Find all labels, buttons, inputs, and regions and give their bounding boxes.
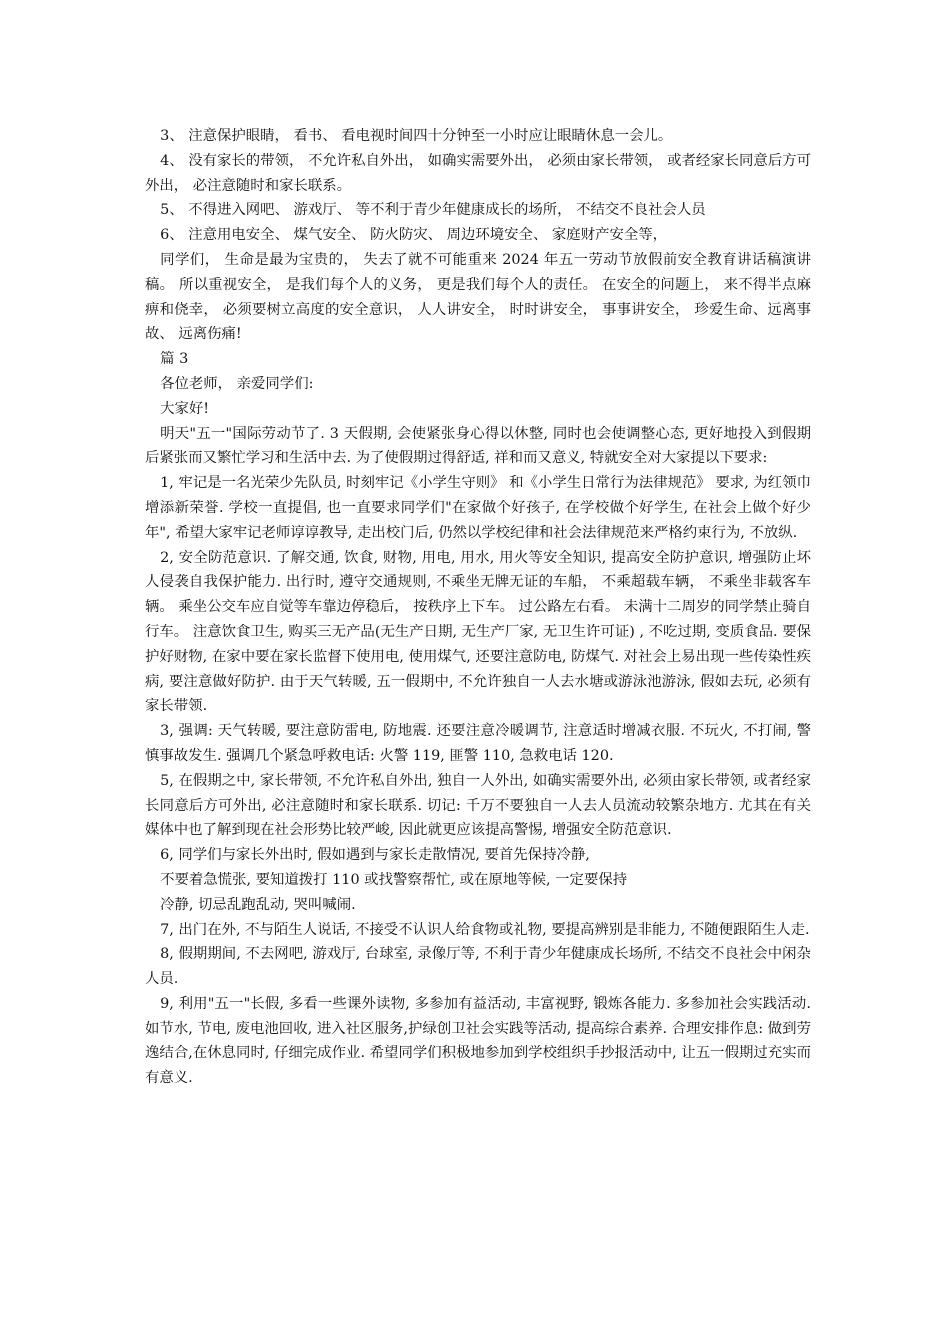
- paragraph-item-4: 4、 没有家长的带领， 不允许私自外出， 如确实需要外出， 必须由家长带领， 或者经家长同意后方可外出， 必注意随时和家长联系。: [145, 152, 811, 194]
- requirement-6: 6, 同学们与家长外出时, 假如遇到与家长走散情况, 要首先保持冷静,: [160, 847, 590, 864]
- section-heading: 篇 3: [160, 351, 189, 368]
- requirement-8: 8, 假期期间, 不去网吧, 游戏厅, 台球室, 录像厅等, 不利于青少年健康成长场所, 不结交不良社会中闲杂人员.: [145, 946, 811, 988]
- greeting: 大家好!: [160, 400, 210, 417]
- requirement-6-continued-2: 冷静, 切忌乱跑乱动, 哭叫喊闹.: [160, 896, 356, 913]
- paragraph-intro: 明天"五一"国际劳动节了. 3 天假期, 会使紧张身心得以休整, 同时也会使调整心态, 更好地投入到假期后紧张而又繁忙学习和生活中去. 为了使假期过得舒适, 祥和而又意义, 特就安全对大家提以下要求:: [145, 425, 811, 467]
- requirement-3: 3, 强调: 天气转暖, 要注意防雷电, 防地震. 还要注意冷暖调节, 注意适时增减衣服. 不玩火, 不打闹, 警慎事故发生. 强调几个紧急呼救电话: 火警 119, 匪警 110, 急救电话 120.: [145, 723, 811, 764]
- document-page: [145, 124, 811, 1091]
- requirement-9: 9, 利用"五一"长假, 多看一些课外读物, 多参加有益活动, 丰富视野, 锻炼各能力. 多参加社会实践活动. 如节水, 节电, 废电池回收, 进入社区服务,护绿创卫社会实践等活动, 提高综合素养. 合理安排作息: 做到劳逸结合,在休息同时, 仔细完成作业. 希望同学们积极地参加到学校组织手抄报活动中, 让五一假期过充实而有意义.: [145, 995, 811, 1087]
- paragraph-item-3: 3、 注意保护眼睛， 看书、 看电视时间四十分钟至一小时应让眼睛休息一会儿。: [160, 128, 673, 144]
- paragraph-closing-remarks: 同学们， 生命是最为宝贵的， 失去了就不可能重来 2024 年五一劳动节放假前安全教育讲话稿演讲稿。 所以重视安全， 是我们每个人的义务， 更是我们每个人的责任。 在安全的问题上， 来不得半点麻痹和侥幸， 必须要树立高度的安全意识， 人人讲安全， 时时讲安全， 事事讲安全， 珍爱生命、远离事故、 远离伤痛!: [145, 251, 811, 343]
- requirement-5: 5, 在假期之中, 家长带领, 不允许私自外出, 独自一人外出, 如确实需要外出, 必须由家长带领, 或者经家长同意后方可外出, 必注意随时和家长联系. 切记: 千万不要独自一人去人员流动较繁杂地方. 尤其在有关媒体中也了解到现在社会形势比较严峻, 因此就更应该提高警惕, 增强安全防范意识.: [145, 772, 811, 839]
- requirement-6-continued: 不要着急慌张, 要知道拨打 110 或找警察帮忙, 或在原地等候, 一定要保持: [160, 871, 628, 888]
- paragraph-item-5: 5、 不得进入网吧、 游戏厅、 等不利于青少年健康成长的场所， 不结交不良社会人员: [160, 202, 706, 219]
- salutation: 各位老师， 亲爱同学们:: [160, 375, 314, 392]
- requirement-7: 7, 出门在外, 不与陌生人说话, 不接受不认识人给食物或礼物, 要提高辨别是非能力, 不随便跟陌生人走.: [160, 921, 810, 938]
- requirement-2: 2, 安全防范意识. 了解交通, 饮食, 财物, 用电, 用水, 用火等安全知识, 提高安全防护意识, 增强防止坏人侵袭自我保护能力. 出行时, 遵守交通规则, 不乘坐无牌无证的车船， 不乘超载车辆， 不乘坐非载客车辆。 乘坐公交车应自觉等车靠边停稳后， 按秩序上下车。 过公路左右看。 未满十二周岁的同学禁止骑自行车。 注意饮食卫生, 购买三无产品(无生产日期, 无生产厂家, 无卫生许可证) , 不吃过期, 变质食品. 要保护好财物, 在家中要在家长监督下使用电, 使用煤气, 还要注意防电, 防煤气. 对社会上易出现一些传染性疾病, 要注意做好防护. 由于天气转暖, 五一假期中, 不允许独自一人去水塘或游泳池游泳, 假如去玩, 必须有家长带领.: [145, 549, 811, 715]
- paragraph-item-6: 6、 注意用电安全、 煤气安全、 防火防灾、 周边环境安全、 家庭财产安全等，: [160, 227, 668, 244]
- requirement-1: 1, 牢记是一名光荣少先队员, 时刻牢记《小学生守则》 和《小学生日常行为法律规范》 要求, 为红领巾增添新荣誉. 学校一直提倡, 也一直要求同学们"在家做个好孩子, 在学校做个好学生, 在社会上做个好少年", 希望大家牢记老师谆谆教导, 走出校门后, 仍然以学校纪律和社会法律规范来严格约束行为, 不放纵.: [145, 475, 811, 541]
